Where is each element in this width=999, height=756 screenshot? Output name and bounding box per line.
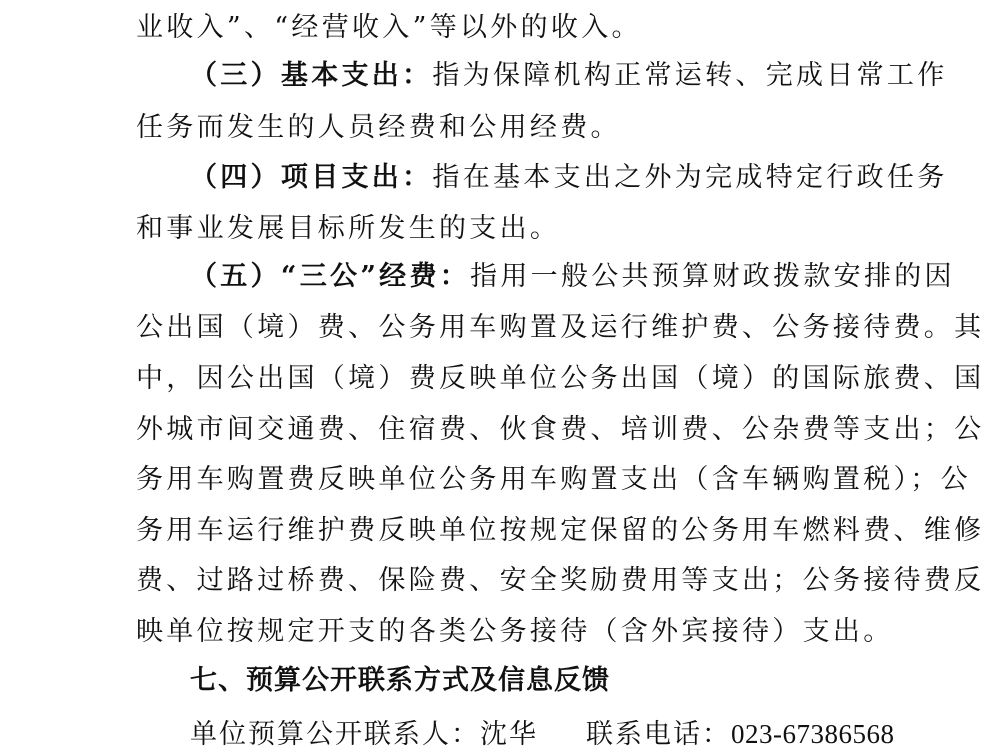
contact-person-name: 沈华	[480, 719, 538, 750]
paragraph-line: 公出国（境）费、公务用车购置及运行维护费、公务接待费。其	[136, 312, 985, 343]
section-heading: 七、预算公开联系方式及信息反馈	[190, 665, 610, 696]
contact-phone-value: 023-67386568	[731, 719, 895, 749]
term-definition: 指在基本支出之外为完成特定行政任务	[432, 162, 948, 193]
paragraph-line: 费、过路过桥费、保险费、安全奖励费用等支出；公务接待费反	[136, 565, 985, 596]
term-label: （五）“三公”经费：	[190, 261, 471, 292]
paragraph-line: 外城市间交通费、住宿费、伙食费、培训费、公杂费等支出；公	[136, 414, 985, 445]
contact-phone-label: 联系电话：	[586, 719, 731, 750]
paragraph-line: 务用车购置费反映单位公务用车购置支出（含车辆购置税）；公	[136, 464, 971, 495]
contact-line	[190, 716, 895, 753]
paragraph-three-public-expenses	[190, 259, 955, 295]
paragraph-basic-expenditure	[190, 58, 948, 94]
term-label: （四）项目支出：	[190, 162, 433, 193]
paragraph-line: 中，因公出国（境）费反映单位公务出国（境）的国际旅费、国	[136, 363, 985, 394]
term-definition: 指用一般公共预算财政拨款安排的因	[470, 261, 955, 292]
paragraph-line: 映单位按规定开支的各类公务接待（含外宾接待）支出。	[136, 616, 894, 647]
paragraph-line: 和事业发展目标所发生的支出。	[136, 213, 561, 244]
term-label: （三）基本支出：	[190, 60, 433, 91]
contact-person-label: 单位预算公开联系人：	[190, 719, 480, 750]
term-definition: 指为保障机构正常运转、完成日常工作	[432, 60, 948, 91]
paragraph-line: 务用车运行维护费反映单位按规定保留的公务用车燃料费、维修	[136, 515, 985, 546]
paragraph-line: 任务而发生的人员经费和公用经费。	[136, 112, 621, 143]
paragraph-line: 业收入”、“经营收入”等以外的收入。	[136, 12, 642, 43]
paragraph-project-expenditure	[190, 160, 948, 196]
